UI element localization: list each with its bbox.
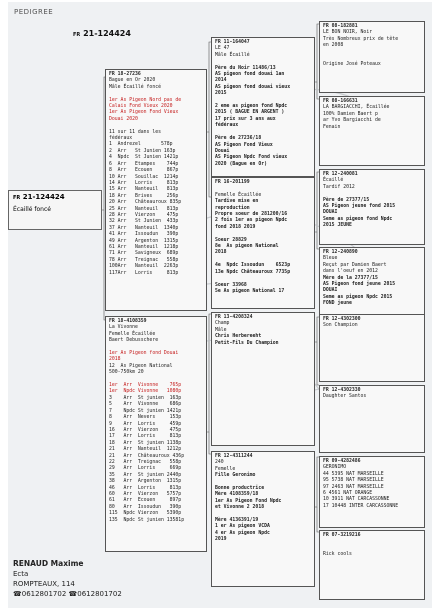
pedigree-line: Propre soeur de 281200/16 — [215, 212, 288, 218]
pedigree-line: 16 Arr Vierzon 475p — [109, 427, 182, 433]
pedigree-line: 95 5738 NAT MARSEILLE — [323, 478, 384, 484]
sire-dam-dam-box — [319, 247, 425, 315]
pedigree-line: 60 Arr Vierzon 5757p — [109, 491, 182, 497]
owner-name: RENAUD Maxime — [13, 559, 84, 568]
subject-ring — [13, 193, 97, 201]
pedigree-line: 240 — [215, 460, 224, 466]
pedigree-line: 15 Arr Nanteuil 813p — [109, 187, 179, 193]
pedigree-line: AS pigeon fond douai 1an — [215, 72, 285, 78]
owner-line2: Ecta — [13, 570, 29, 578]
pedigree-line: AS Pigeon fond jeune 2015 — [323, 282, 396, 288]
ring-number: FR 12-4311244 — [215, 454, 253, 459]
pedigree-line: 22 Arr Treignac 558p — [109, 459, 182, 465]
pedigree-line: 97 2463 NAT MARSEILLE — [323, 484, 384, 490]
pedigree-line: Baert Debusschere — [109, 338, 159, 344]
pedigree-line: 7 Npdc St junien 1421p — [109, 408, 182, 414]
pedigree-line: 6 Arr Etampes 744p — [109, 161, 179, 167]
pedigree-line: 500-750km 20 — [109, 370, 144, 376]
header-title: PEDIGREE — [14, 8, 54, 16]
pedigree-line: Douai 2020 — [109, 116, 138, 122]
pedigree-line: 32 Arr St Junien 433p — [109, 219, 179, 225]
ring-number: FR 13-4208324 — [215, 315, 253, 320]
pedigree-line: 1 Andrezel 578p — [109, 142, 173, 148]
pedigree-line: Soeur 33968 — [215, 282, 247, 288]
pedigree-line: AS Pigeon Fond Vieux — [215, 142, 273, 148]
sire-sire-dam-box — [319, 96, 425, 166]
pedigree-line: 1er Npdc Vivonne 1080p — [109, 389, 182, 395]
pedigree-line: 2 Arr St Junien 163p — [109, 148, 176, 154]
pedigree-line: 78 Arr Treignac 558p — [109, 257, 179, 263]
pedigree-line: en 2008 — [323, 43, 344, 49]
pedigree-line: Bonne productrice — [215, 486, 265, 492]
pedigree-line: Père de 27236/18 — [215, 136, 262, 142]
pedigree-line: Femelle Écaillée — [109, 331, 156, 337]
pedigree-line: 17 Arr Lorris 813p — [109, 434, 182, 440]
pedigree-line: Champ — [215, 321, 230, 327]
pedigree-line: Très Nombreux prix de tête — [323, 36, 399, 42]
pedigree-line: 18 Arr Brives 256p — [109, 193, 179, 199]
pedigree-line: Bleue — [323, 256, 338, 262]
owner-phone-2: 0612801702 — [77, 590, 122, 598]
pedigree-line: 9 Arr Lorris 459p — [109, 421, 182, 427]
pedigree-line: 38 Arr Argenton 1315p — [109, 479, 182, 485]
pedigree-line: Soeur 28829 — [215, 237, 247, 243]
pedigree-line: Mâle Écaillé foncé — [109, 84, 161, 90]
pedigree-line: 4e Npdc Issoudun 6523p — [215, 263, 291, 269]
pedigree-line: 41 Arr Issoudun 390p — [109, 232, 179, 238]
dam-dam-dam-box — [319, 530, 425, 600]
pedigree-line: 28 Arr Vierzon 475p — [109, 212, 179, 218]
ring-number: FR 07-3219216 — [323, 533, 361, 538]
ring-number: FR 09-4282486 — [323, 459, 361, 464]
pedigree-line: LA BARGIACCHI, Écaillée — [323, 105, 390, 111]
pedigree-line: Calais Fond Vieux 2020 — [109, 104, 173, 110]
ring-number: FR 08-166631 — [323, 99, 358, 104]
pedigree-line: 8 Arr Nevers 153p — [109, 415, 182, 421]
pedigree-line: 117Arr Lorris 813p — [109, 270, 179, 276]
pedigree-line: 49 Arr Argenton 1315p — [109, 238, 179, 244]
owner-phone-1: 0612801702 — [21, 590, 67, 598]
pedigree-line: DOUAI — [323, 210, 338, 216]
pedigree-line: Origine José Poteaux — [323, 62, 381, 68]
pedigree-line: 2 eme as pigeon fond Npdc — [215, 104, 288, 110]
pedigree-line: GERONIMO — [323, 465, 347, 471]
dam-box — [105, 316, 207, 552]
pedigree-line: 21 Arr Nanteuil 1212p — [109, 447, 182, 453]
pedigree-line: 20 Arr Châteauroux 835p — [109, 200, 182, 206]
pedigree-line: La Vivonne — [109, 325, 138, 331]
pedigree-line: 3 Arr St junien 163p — [109, 395, 182, 401]
pedigree-line: Femelle Écaillée — [215, 192, 262, 198]
pedigree-line: Fenain — [323, 124, 341, 130]
pedigree-line: Petit-Fils Du Champion — [215, 340, 279, 346]
pedigree-line: 1er As Pigeon Nord pas de — [109, 97, 182, 103]
pedigree-line: Daughter Santos — [323, 394, 367, 400]
pedigree-line: LE 47 — [215, 46, 230, 52]
pedigree-line: Seme as pigeon Npdc 2015 — [323, 294, 393, 300]
pedigree-line: Tardif 2012 — [323, 184, 355, 190]
pedigree-line: 2018 — [215, 250, 227, 256]
pedigree-line: Père de 27377/15 — [323, 197, 370, 203]
pedigree-line: Tardive mise en — [215, 199, 259, 205]
pedigree-line: 18 Arr St junien 1138p — [109, 440, 182, 446]
pedigree-line: 1er Arr Vivonne 765p — [109, 383, 182, 389]
pedigree-line: 135 Npdc St junien 13581p — [109, 517, 185, 523]
pedigree-line: 1er As Pigeon Fond Npdc — [215, 498, 282, 504]
pedigree-line: Mâle — [215, 327, 227, 333]
pedigree-line: 71 Arr Savigneux 689p — [109, 251, 179, 257]
pedigree-line: Son Champion — [323, 323, 358, 329]
pedigree-line: 1er As Pigeon fond Douai — [109, 351, 179, 357]
pedigree-line: Chris Herbereeht — [215, 334, 262, 340]
subject-ring-country: FR — [13, 195, 21, 201]
pedigree-line: 25 Arr Nanteuil 813p — [109, 206, 179, 212]
ring-number: FR 11-164047 — [215, 40, 250, 45]
sire-sire-box — [211, 37, 315, 177]
pedigree-line: Bague en Or 2020 — [109, 78, 156, 84]
pedigree-line: 2020 (Bague en Or) — [215, 161, 267, 167]
pedigree-line: 8e As pigeon National — [215, 244, 279, 250]
pedigree-line: dans l'oeuf en 2012 — [323, 269, 378, 275]
pedigree-line: 17 10448 INTER CARCASSONNE — [323, 503, 399, 509]
subject-ring-number: 21-124424 — [22, 193, 65, 201]
pedigree-line: 61 Arr Ecouen 897p — [109, 498, 182, 504]
pedigree-line: 5 Arr Vivonne 686p — [109, 402, 182, 408]
ring-number: FR 12-4302300 — [323, 317, 361, 322]
pedigree-line: ar Yvo Bargiacchi de — [323, 118, 381, 124]
pedigree-line: 115 Npdc Vierzon 5390p — [109, 511, 182, 517]
pedigree-line: LE BON NOIR, Noir — [323, 30, 373, 36]
ring-number: FR 18-4108359 — [109, 319, 147, 324]
pedigree-line: 2015 JEUNE — [323, 223, 352, 229]
pedigree-line: 2015 ( BAGUE EN ARGENT ) — [215, 110, 285, 116]
sire-box — [105, 69, 207, 311]
pedigree-line: Fille Geronimo — [215, 473, 256, 479]
sire-dam-sire-box — [319, 169, 425, 245]
pedigree-line: 100Arr Nanteuil 2263p — [109, 264, 179, 270]
sire-dam-box — [211, 177, 315, 309]
pedigree-line: 2 fois 1er as pigeon Npdc — [215, 218, 288, 224]
top-ring-value: 21-124424 — [83, 29, 131, 38]
pedigree-line: fédéraux — [215, 123, 239, 129]
pedigree-line: Mère 4136391/19 — [215, 518, 259, 524]
pedigree-line: reproduction — [215, 205, 250, 211]
pedigree-line: AS Pigeon jeune fond 2015 — [323, 204, 396, 210]
top-ring-country: FR — [73, 32, 81, 38]
pedigree-line: 17 prix sur 3 ans aux — [215, 116, 276, 122]
pedigree-line: 4 Npdc St Junien 1421p — [109, 155, 179, 161]
phone-icon: ☎ — [68, 590, 78, 598]
pedigree-line: 2014 — [215, 78, 227, 84]
pedigree-line: AS Pigeon Npdc Fond vieux — [215, 155, 288, 161]
dam-sire-dam-box — [319, 385, 425, 453]
dam-sire-box — [211, 312, 315, 446]
pedigree-line: Père du Noir 11486/13 — [215, 65, 276, 71]
top-ring-number — [73, 29, 131, 38]
pedigree-line: Mâle Écaillé — [215, 52, 250, 58]
dam-sire-sire-box — [319, 314, 425, 382]
ring-number: FR 12-4302330 — [323, 388, 361, 393]
pedigree-sheet — [8, 2, 432, 608]
pedigree-line: AS pigeon fond douai vieux — [215, 84, 291, 90]
pedigree-line: 10 3911 NAT CARCASSONNE — [323, 497, 390, 503]
owner-phones — [13, 589, 122, 599]
pedigree-line: 13e Npdc Châteauroux 7735p — [215, 269, 291, 275]
ring-number: FR 12-240081 — [323, 172, 358, 177]
pedigree-line: 2015 — [215, 91, 227, 97]
pedigree-line: 61 Arr Nanteuil 1218p — [109, 244, 179, 250]
pedigree-line: Mère de la 27377/15 — [323, 275, 378, 281]
pedigree-line: Douai — [215, 148, 230, 154]
pedigree-line: Écaillé — [323, 178, 344, 184]
dam-dam-sire-box — [319, 456, 425, 528]
pedigree-line: 2018 — [109, 357, 121, 363]
sire-sire-sire-box — [319, 21, 425, 93]
pedigree-line: 29 Arr Lorris 669p — [109, 466, 182, 472]
pedigree-line: 2019 — [215, 537, 227, 543]
subject-color: Écaillé foncé — [13, 206, 51, 213]
pedigree-line: 100% Damien Baert p — [323, 111, 378, 117]
pedigree-line: fédéraux — [109, 136, 133, 142]
phone-icon: ☎ — [13, 590, 22, 598]
ring-number: FR 16-201199 — [215, 180, 250, 185]
pedigree-line: Rick cools — [323, 552, 352, 558]
pedigree-line: 4 er As pigeon Npdc — [215, 530, 270, 536]
pedigree-line: 10 Arr Souillac 1214p — [109, 174, 179, 180]
pedigree-line: 46 Arr Lorris 813p — [109, 485, 182, 491]
pedigree-line: 5e As pigeon National 17 — [215, 288, 285, 294]
ring-number: FR 08-182881 — [323, 24, 358, 29]
pedigree-line: 21 Arr Châteauroux 436p — [109, 453, 185, 459]
pedigree-line: 12 As Pigeon National — [109, 363, 173, 369]
pedigree-line: Seme as pigeon fond Npdc — [323, 216, 393, 222]
pedigree-line: fond 2018 2019 — [215, 224, 256, 230]
pedigree-line: 11 sur 11 dans les — [109, 129, 161, 135]
pedigree-line: et Vivonne 2 2018 — [215, 505, 265, 511]
pedigree-line: Femelle — [215, 466, 236, 472]
pedigree-line: 6 4561 NAT ORANGE — [323, 491, 373, 497]
pedigree-line: 80 Arr Issoudun 390p — [109, 504, 182, 510]
ring-number: FR 18-27236 — [109, 72, 141, 77]
pedigree-line: 1er As Pigeon Fond Vieux — [109, 110, 179, 116]
pedigree-line: Mère 4108359/18 — [215, 492, 259, 498]
pedigree-line: 1 er As pigeon VCDA — [215, 524, 270, 530]
pedigree-line: 37 Arr Nanteuil 1340p — [109, 225, 179, 231]
pedigree-line: FOND jeune — [323, 301, 352, 307]
owner-address: ROMPTEAUX, 114 — [13, 580, 75, 588]
pedigree-line: 44 5395 NAT MARSEILLE — [323, 471, 384, 477]
pedigree-line: Reçut par Damien Baert — [323, 262, 387, 268]
pedigree-line: 35 Arr St junien 2440p — [109, 472, 182, 478]
pedigree-line: 14 Arr Lorris 813p — [109, 180, 179, 186]
ring-number: FR 12-240890 — [323, 250, 358, 255]
dam-dam-box — [211, 451, 315, 587]
owner-block — [13, 559, 122, 599]
pedigree-line: 8 Arr Ecouen 867p — [109, 168, 179, 174]
pedigree-line: DOUAI — [323, 288, 338, 294]
subject-pigeon-box — [8, 190, 102, 230]
